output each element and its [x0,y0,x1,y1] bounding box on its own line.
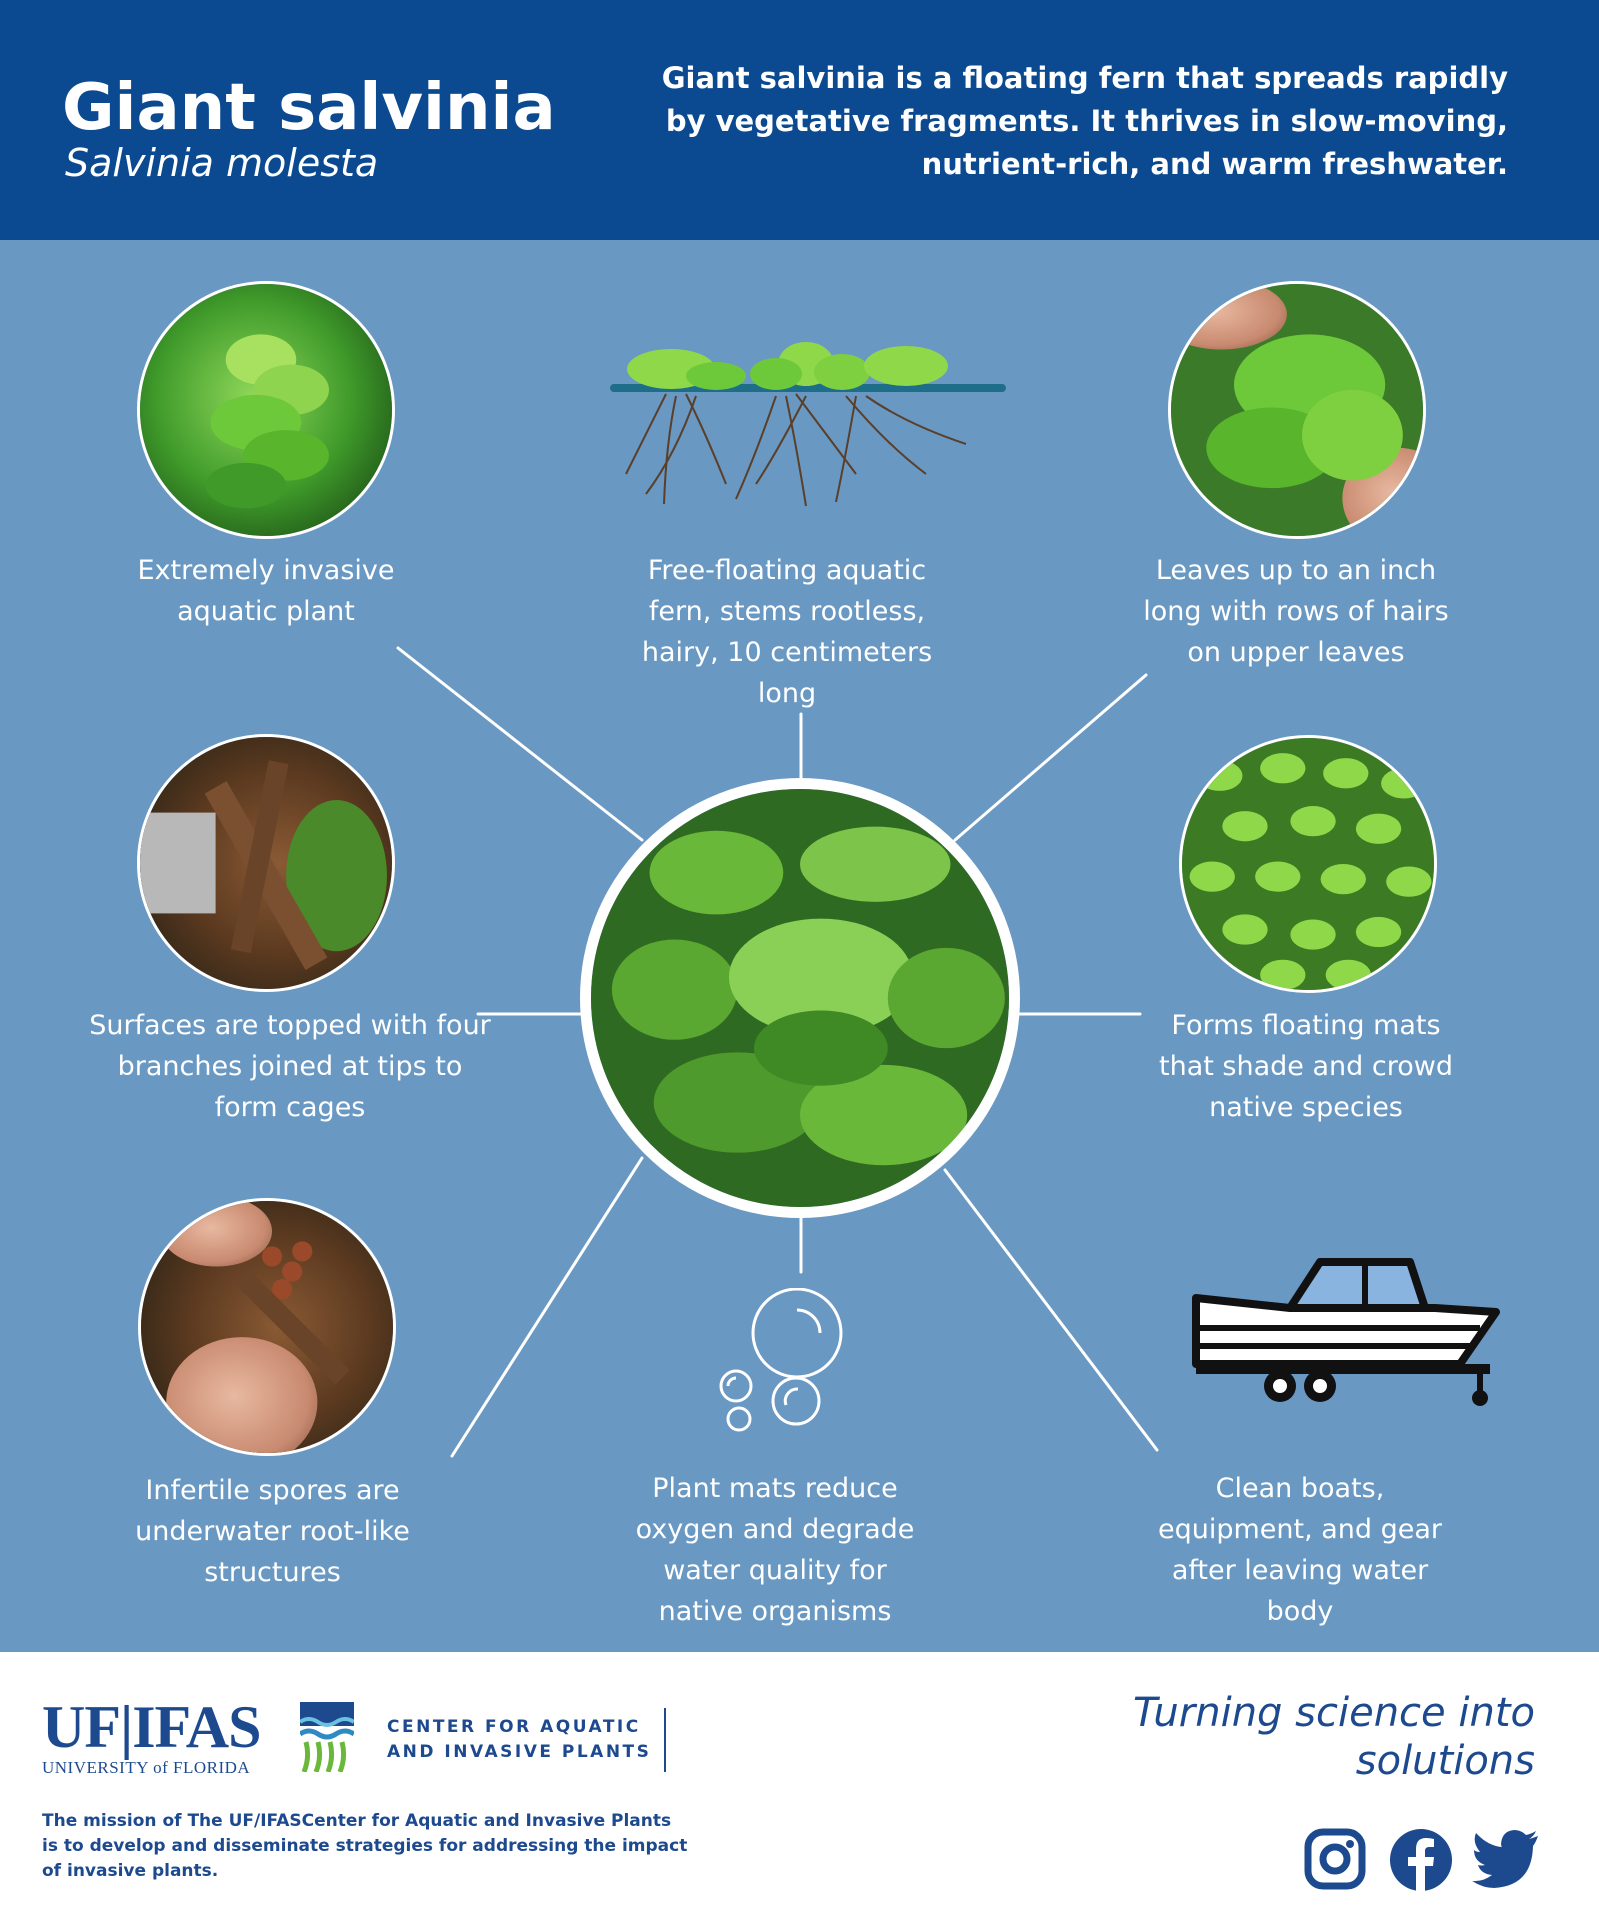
facebook-icon[interactable] [1389,1828,1453,1892]
fact-caption: Surfaces are topped with four branches joined at tips to form cages [89,1010,491,1123]
cap-logo-icon [300,1702,354,1772]
header-banner [0,0,1599,240]
fact-caption: Extremely invasive aquatic plant [137,555,395,627]
leaf-hairs-closeup-photo [137,734,395,992]
tagline: Turning science into solutions [1133,1690,1535,1784]
hand-holding-leaves-photo [1168,281,1426,539]
connector-line [398,648,642,840]
boat-trailer-icon [1190,1252,1502,1412]
divider [664,1708,666,1772]
fact-caption: Plant mats reduce oxygen and degrade water quality for native organisms [635,1473,915,1627]
floating-fern-illustration [606,334,1010,512]
bubbles-icon [712,1288,846,1432]
social-links [1304,1828,1540,1896]
fact-caption: Infertile spores are underwater root-like structures [135,1475,410,1588]
fact-caption: Free-floating aquatic fern, stems rootless, hairy, 10 centimeters long [641,555,933,709]
page-title: Giant salvinia [62,71,556,145]
salvinia-center-photo [580,778,1020,1218]
instagram-icon[interactable] [1304,1828,1366,1890]
leaf-closeup-photo [137,281,395,539]
facts-panel [0,240,1599,1652]
intro-text: Giant salvinia is a floating fern that spreads rapidly by vegetative fragments. It thrives in slow-moving, nutrient-rich, and warm freshwater. [661,61,1508,181]
fact-caption: Leaves up to an inch long with rows of hairs on upper leaves [1143,555,1449,668]
mission-statement: The mission of The UF/IFASCenter for Aquatic and Invasive Plants is to develop and disseminate strategies for addressing the impact of invasive plants. [42,1811,688,1881]
fact-caption: Forms floating mats that shade and crowd native species [1159,1010,1453,1123]
connector-line [945,1170,1157,1450]
connector-line [955,675,1146,840]
connector-line [452,1158,642,1456]
footer [0,1652,1599,1919]
twitter-icon[interactable] [1470,1828,1540,1888]
uf-ifas-logo[interactable] [42,1696,260,1778]
uf-ifas-wordmark: UF|IFAS [42,1694,261,1760]
cap-center-name: CENTER FOR AQUATIC AND INVASIVE PLANTS [387,1717,652,1762]
spores-in-hand-photo [138,1198,396,1456]
fact-caption: Clean boats, equipment, and gear after leaving water body [1157,1473,1443,1627]
floating-mat-photo [1179,735,1437,993]
scientific-name: Salvinia molesta [65,141,379,185]
university-of-florida-text: UNIVERSITY of FLORIDA [42,1758,251,1777]
